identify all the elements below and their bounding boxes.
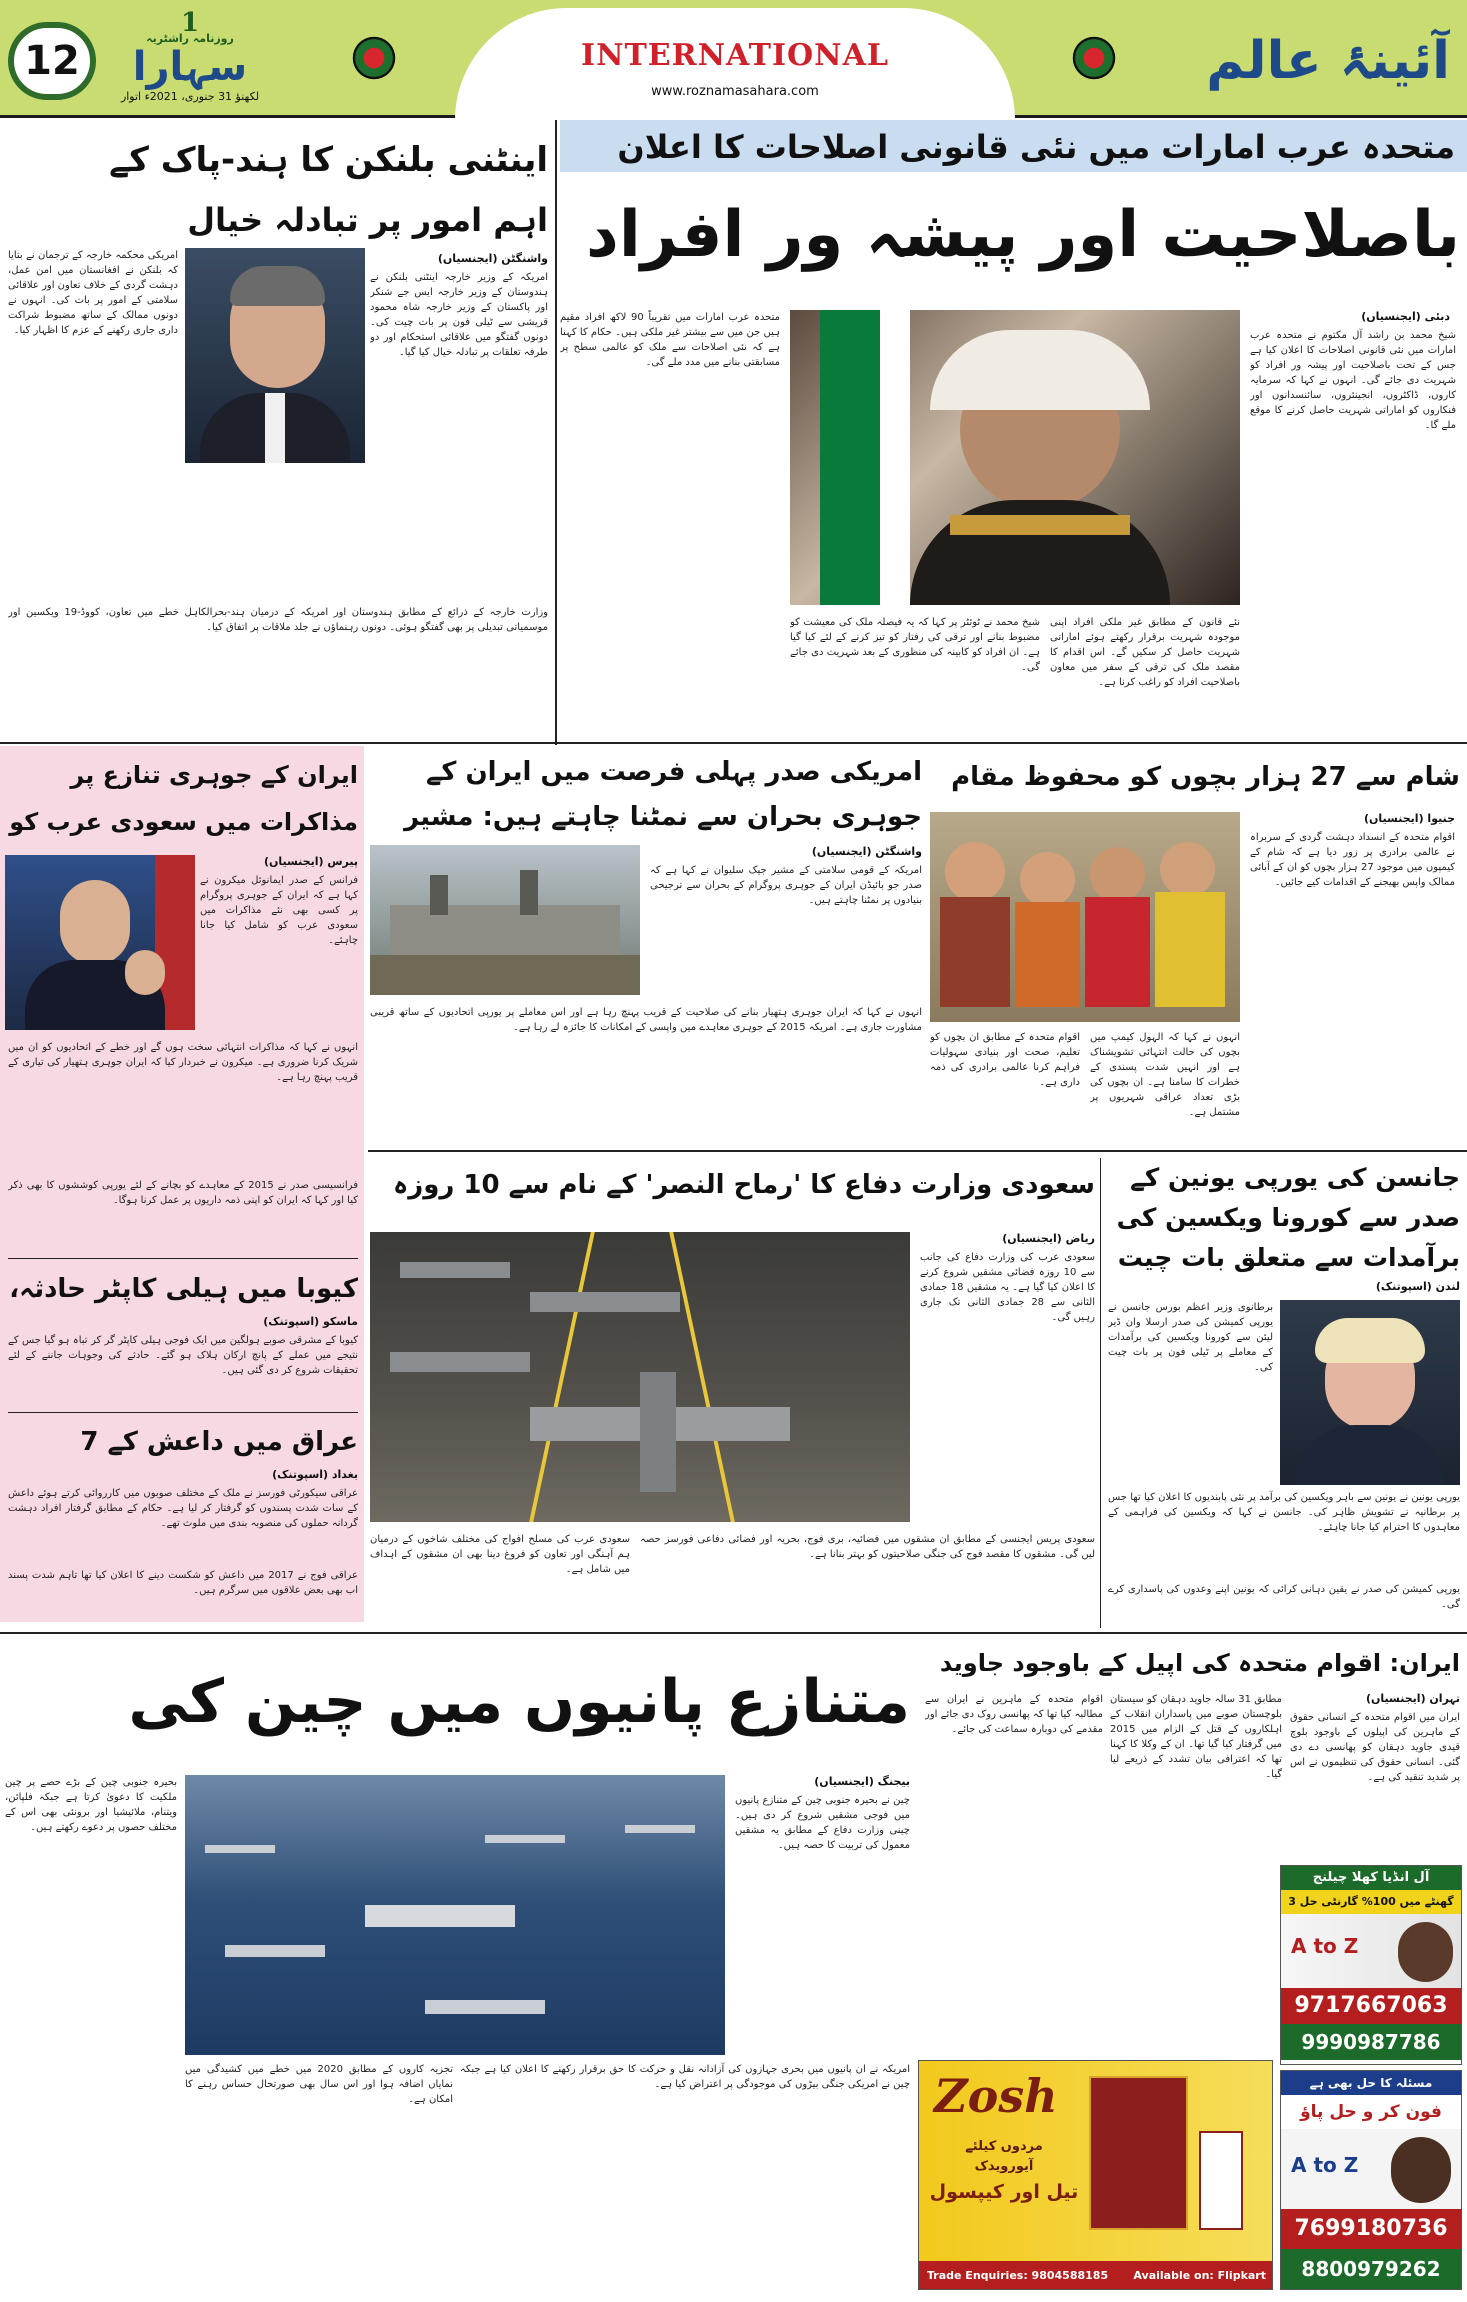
children-dateline: جنیوا (ایجنسیاں) [1364, 812, 1455, 825]
logo-tagline: روزنامہ راشٹریہ [146, 32, 234, 45]
zosh-ad[interactable] [918, 2060, 1273, 2290]
iran-us-headline: امریکی صدر پہلی فرصت میں ایران کے جوہری بحران سے نمٹنا چاہتے ہیں: مشیر [404, 757, 922, 832]
edition-date: لکھنؤ 31 جنوری، 2021ء اتوار [120, 90, 260, 103]
iran-hanging-body-col-1: ایران میں اقوام متحدہ کے انسانی حقوق کے ماہرین کی اپیلوں کے باوجود بلوچ قیدی جاوید دہقان کو پھانسی دے دی گئی۔ انسانی حقوق کی تنظیموں نے اس پر شدید تنقید کی ہے۔ [1290, 1712, 1460, 1783]
zosh-line-2: آیورویدک [974, 2159, 1034, 2174]
iran-nuclear-facility-photo [370, 845, 640, 995]
johnson-headline: جانسن کی یورپی یونین کے صدر سے کورونا ویکسین کی برآمدات سے متعلق بات چیت [1116, 1163, 1460, 1272]
uae-body-col-4: متحدہ عرب امارات میں تقریباً 90 لاکھ افراد مقیم ہیں جن میں سے بیشتر غیر ملکی ہیں۔ حکام کا کہنا ہے کہ نئی اصلاحات سے ملک کو عالمی سطح پر مسابقتی بنانے میں مدد ملے گی۔ [560, 312, 780, 368]
macron-body-col-3: فرانسیسی صدر نے 2015 کے معاہدے کو بچانے کے لئے یورپی کوششوں کا بھی ذکر کیا اور کہا کہ ایران کو اپنی ذمہ داریوں پر عمل کرنا ہوگا۔ [8, 1180, 358, 1206]
section-divider-2 [368, 1150, 1467, 1152]
iraq-headline: عراق میں داعش کے 7 [80, 1427, 358, 1457]
classified-1-title: آل انڈیا کھلا چیلنج [1281, 1866, 1461, 1890]
classified-1-line: 3 گھنٹے میں 100% گارنٹی حل [1281, 1890, 1461, 1914]
uae-body-col-3: شیخ محمد نے ٹوئٹر پر کہا کہ یہ فیصلہ ملک کی معیشت کو مضبوط بنانے اور ترقی کی رفتار کو تیز کرنے کے لئے کیا گیا ہے۔ ان افراد کو کابینہ کی منظوری کے بعد شہریت دی جائے گی۔ [790, 617, 1040, 673]
classified-2-phone-2[interactable]: 8800979262 [1281, 2249, 1461, 2289]
blinken-body-col-1: امریکہ کے وزیر خارجہ اینٹنی بلنکن نے ہندوستان کے وزیر خارجہ ایس جے شنکر اور پاکستان کے وزیر خارجہ شاہ محمود قریشی سے ٹیلی فون پر بات چیت کی۔ دونوں گفتگو میں علاقائی استحکام اور دو طرفہ تعلقات پر تبادلہ خیال کیا گیا۔ [370, 272, 548, 358]
uae-body-col-2: نئے قانون کے مطابق غیر ملکی افراد اپنی موجودہ شہریت برقرار رکھتے ہوئے اماراتی شہریت حاصل کر سکیں گے۔ اس اقدام کا مقصد ملک کی ترقی کے سفر میں معاون باصلاحیت افراد کو راغب کرنا ہے۔ [1050, 617, 1240, 688]
china-fleet-photo [185, 1775, 725, 2055]
china-body-col-3: امریکہ نے ان پانیوں میں بحری جہازوں کی آزادانہ نقل و حرکت کا حق برقرار رکھنے کا اعلان کیا ہے جبکہ چین نے امریکی جنگی بیڑوں کی موجودگی پر اعتراض کیا ہے۔ [460, 2064, 910, 2090]
uae-headline: باصلاحیت اور پیشہ ور افراد [585, 198, 1460, 272]
johnson-body-col-1: برطانوی وزیر اعظم بورس جانسن نے یورپی کمیشن کی صدر ارسلا وان ڈیر لیئن سے کورونا ویکسین کی برآمدات کے معاملے پر ٹیلی فون پر بات چیت کی۔ [1108, 1302, 1273, 1373]
johnson-photo [1280, 1300, 1460, 1485]
saudi-headline: سعودی وزارت دفاع کا 'رماح النصر' کے نام سے 10 روزہ [393, 1170, 1095, 1200]
johnson-dateline: لندن (اسپوتنک) [1375, 1280, 1460, 1293]
zosh-line-1: مردوں کیلئے [965, 2139, 1043, 2154]
classified-2-service: A to Z [1291, 2153, 1359, 2177]
classified-2-photo-icon [1391, 2137, 1451, 2203]
uae-body-col-1: شیخ محمد بن راشد آل مکتوم نے متحدہ عرب امارات میں نئی قانونی اصلاحات کا اعلان کیا ہے جس کے تحت باصلاحیت اور پیشہ ور افراد کو شہریت دی جائے گی۔ انہوں نے کہا کہ سرمایہ کاروں، ڈاکٹروں، انجینئروں، سائنسدانوں اور فنکاروں کو اماراتی شہریت حاصل کرنے کا موقع ملے گا۔ [1250, 330, 1456, 431]
blinken-dateline: واشنگٹن (ایجنسیاں) [437, 252, 548, 265]
cuba-headline: کیوبا میں ہیلی کاپٹر حادثہ، [9, 1274, 358, 1304]
paper-name: سہارا [132, 44, 248, 90]
classified-2-phone[interactable]: 7699180736 [1281, 2209, 1461, 2249]
website-url[interactable]: www.roznamasahara.com [651, 84, 819, 99]
china-body-col-4: تجزیہ کاروں کے مطابق 2020 میں خطے میں کشیدگی میں نمایاں اضافہ ہوا اور اس سال بھی صورتحال حساس رہنے کا امکان ہے۔ [185, 2064, 453, 2105]
china-body-col-1: چین نے بحیرہ جنوبی چین کے متنازع پانیوں میں فوجی مشقیں شروع کر دی ہیں۔ چینی وزارت دفاع کے مطابق یہ مشقیں معمول کی تربیت کا حصہ ہیں۔ [735, 1795, 910, 1851]
iran-hanging-headline: ایران: اقوام متحدہ کی اپیل کے باوجود جاوید [939, 1649, 1460, 1677]
right-emblem-icon [1070, 34, 1118, 82]
children-headline: شام سے 27 ہزار بچوں کو محفوظ مقام [951, 762, 1460, 792]
iran-us-body-col-1: امریکہ کے قومی سلامتی کے مشیر جیک سلیوان نے کہا ہے کہ صدر جو بائیڈن ایران کے جوہری پروگرام کے بحران سے ترجیحی بنیادوں پر نمٹنا چاہتے ہیں۔ [650, 865, 922, 906]
zosh-available-on[interactable]: Available on: Flipkart [1133, 2269, 1266, 2282]
blinken-headline-2: اہم امور پر تبادلہ خیال [187, 201, 548, 239]
children-photo [930, 812, 1240, 1022]
page-number-badge: 12 [8, 22, 96, 100]
iraq-body-col-1: عراقی سیکورٹی فورسز نے ملک کے مختلف صوبوں میں کارروائی کرتے ہوئے داعش کے سات شدت پسندوں کو گرفتار کر لیا ہے۔ حکام کے مطابق گرفتار افراد دہشت گردانہ حملوں کی منصوبہ بندی میں ملوث تھے۔ [8, 1488, 358, 1529]
children-body-col-2: انہوں نے کہا کہ الہول کیمپ میں بچوں کی حالت انتہائی تشویشناک ہے اور انہیں شدت پسندی کے خطرات کا سامنا ہے۔ ان بچوں کی بڑی تعداد عراقی شہریوں پر مشتمل ہے۔ [1090, 1032, 1240, 1118]
zosh-product-box-icon [1089, 2076, 1188, 2230]
zosh-trade-enquiries: Trade Enquiries: 9804588185 [927, 2269, 1109, 2282]
blinken-body-col-3: وزارت خارجہ کے ذرائع کے مطابق ہندوستان اور امریکہ کے درمیان ہند-بحرالکاہل خطے میں تعاون، کووڈ-19 ویکسین اور موسمیاتی تبدیلی پر بھی گفتگو ہوئی۔ دونوں رہنماؤں نے جلد ملاقات پر اتفاق کیا۔ [8, 607, 548, 633]
section-title-urdu: آئینۂ عالم [1206, 31, 1450, 91]
children-body-col-1: اقوام متحدہ کے انسداد دہشت گردی کے سربراہ نے عالمی برادری پر زور دیا ہے کہ شام کے کیمپوں میں موجود 27 ہزار بچوں کو ان کے آبائی ممالک واپس بھیجنے کے اقدامات کیے جائیں۔ [1250, 832, 1455, 888]
iran-hanging-dateline: تہران (ایجنسیاں) [1366, 1692, 1460, 1705]
classified-1-phone-2[interactable]: 9990987786 [1281, 2024, 1461, 2060]
column-divider [555, 120, 557, 745]
cuba-divider [8, 1258, 358, 1259]
classified-ad-2[interactable] [1280, 2070, 1462, 2290]
uae-kicker: متحدہ عرب امارات میں نئی قانونی اصلاحات کا اعلان [617, 128, 1455, 166]
johnson-divider [1100, 1158, 1101, 1628]
uae-photo-sheikh [790, 310, 1240, 605]
macron-body-col-2: انہوں نے کہا کہ مذاکرات انتہائی سخت ہوں گے اور خطے کے اتحادیوں کو ان میں شریک کرنا ضروری ہے۔ میکرون نے خبردار کیا کہ ایران جوہری ہتھیار کی تیاری کے قریب پہنچ رہا ہے۔ [8, 1042, 358, 1083]
blinken-body-col-2: امریکی محکمہ خارجہ کے ترجمان نے بتایا کہ بلنکن نے افغانستان میں امن عمل، دہشت گردی کے خلاف تعاون اور علاقائی سلامتی کے امور پر بات کی۔ انہوں نے دونوں ممالک کے ساتھ مضبوط شراکت داری جاری رکھنے کے عزم کا اظہار کیا۔ [8, 250, 178, 336]
left-emblem-icon [350, 34, 398, 82]
macron-photo [5, 855, 195, 1030]
classified-1-service: A to Z [1291, 1934, 1359, 1958]
classified-1-photo-icon [1398, 1922, 1453, 1982]
iran-hanging-body-col-2: مطابق 31 سالہ جاوید دہقان کو سیستان بلوچستان صوبے میں پاسداران انقلاب کے اہلکاروں کے قتل کے الزام میں 2015 میں گرفتار کیا گیا تھا۔ ان کے وکلا کا کہنا تھا کہ اعترافی بیان تشدد کے ذریعے لیا گیا۔ [1110, 1694, 1282, 1780]
saudi-body-col-1: سعودی عرب کی وزارت دفاع کی جانب سے 10 روزہ فضائی مشقیں شروع کرنے کا اعلان کیا گیا ہے۔ یہ مشقیں 18 جمادی الثانی سے 28 جمادی الثانی تک جاری رہیں گی۔ [920, 1252, 1095, 1323]
iraq-divider [8, 1412, 358, 1413]
cuba-body: کیوبا کے مشرقی صوبے ہولگین میں ایک فوجی ہیلی کاپٹر گر کر تباہ ہو گیا جس کے نتیجے میں عملے کے پانچ ارکان ہلاک ہو گئے۔ حادثے کی وجوہات جاننے کے لئے تحقیقات شروع کر دی گئی ہیں۔ [8, 1335, 358, 1376]
classified-1-phone[interactable]: 9717667063 [1281, 1988, 1461, 2024]
iran-hanging-body-col-3: اقوام متحدہ کے ماہرین نے ایران سے مطالبہ کیا تھا کہ پھانسی روک دی جائے اور مقدمے کی دوبارہ سماعت کی جائے۔ [925, 1694, 1103, 1735]
section-divider-3 [0, 1632, 1467, 1634]
zosh-bottle-icon [1199, 2131, 1243, 2230]
johnson-body-col-2: یورپی یونین نے یونین سے باہر ویکسین کی برآمد پر نئی پابندیوں کا اعلان کیا تھا جس پر برطانیہ نے تشویش ظاہر کی۔ جانسن نے کہا کہ ویکسین کی فراہمی کے معاہدوں کا احترام کیا جانا چاہئے۔ [1108, 1492, 1460, 1533]
iraq-dateline: بغداد (اسپوتنک) [272, 1468, 358, 1481]
uae-dateline: دبئی (ایجنسیاں) [1361, 310, 1450, 323]
logo-number: 1 [180, 8, 200, 38]
saudi-dateline: ریاض (ایجنسیاں) [1002, 1232, 1095, 1245]
macron-body-col-1: فرانس کے صدر ایمانوئل میکرون نے کہا ہے کہ ایران کے جوہری پروگرام پر کسی بھی نئے مذاکرات میں سعودی عرب کو شامل کیا جانا چاہئے۔ [200, 875, 358, 946]
iran-us-dateline: واشنگٹن (ایجنسیاں) [811, 845, 922, 858]
china-headline: متنازع پانیوں میں چین کی [128, 1667, 910, 1737]
iraq-body-col-2: عراقی فوج نے 2017 میں داعش کو شکست دینے کا اعلان کیا تھا تاہم شدت پسند اب بھی بعض علاقوں میں سرگرم ہیں۔ [8, 1570, 358, 1596]
classified-2-subtitle: فون کر و حل پاؤ [1300, 2102, 1442, 2122]
zosh-footer [919, 2261, 1273, 2290]
macron-dateline: پیرس (ایجنسیاں) [263, 855, 358, 868]
zosh-brand: Zosh [934, 2069, 1058, 2123]
paper-logo [105, 8, 275, 108]
section-divider [0, 742, 1467, 744]
blinken-headline-1: اینٹنی بلنکن کا ہند-پاک کے [109, 140, 548, 180]
saudi-body-col-2: سعودی پریس ایجنسی کے مطابق ان مشقوں میں فضائیہ، بری فوج، بحریہ اور فضائی دفاعی فورسز حصہ لیں گی۔ مشقوں کا مقصد فوج کی جنگی صلاحیتوں کو بہتر بنانا ہے۔ [640, 1534, 1095, 1560]
saudi-jets-photo [370, 1232, 910, 1522]
classified-ad-1[interactable] [1280, 1865, 1462, 2065]
zosh-line-3: تیل اور کیپسول [929, 2181, 1079, 2203]
classified-2-title: مسئلہ کا حل بھی ہے [1281, 2071, 1461, 2095]
macron-headline: ایران کے جوہری تنازع پر مذاکرات میں سعودی عرب کو [9, 761, 358, 836]
johnson-body-col-3: یورپی کمیشن کی صدر نے یقین دہانی کرائی کہ یونین اپنے وعدوں کی پاسداری کرے گی۔ [1108, 1584, 1460, 1610]
children-body-col-3: اقوام متحدہ کے مطابق ان بچوں کو تعلیم، صحت اور بنیادی سہولیات فراہم کرنا عالمی برادری کی ذمہ داری ہے۔ [930, 1032, 1080, 1088]
blinken-photo [185, 248, 365, 463]
section-title: INTERNATIONAL [581, 38, 889, 73]
saudi-body-col-3: سعودی عرب کی مسلح افواج کی مختلف شاخوں کے درمیان ہم آہنگی اور تعاون کو فروغ دینا بھی ان مشقوں کے اہداف میں شامل ہے۔ [370, 1534, 630, 1575]
cuba-dateline: ماسکو (اسپوتنک) [263, 1315, 358, 1328]
iran-us-body-col-2: انہوں نے کہا کہ ایران جوہری ہتھیار بنانے کی صلاحیت کے قریب پہنچ رہا ہے اور اس معاملے پر یورپی اتحادیوں کے ساتھ قریبی مشاورت جاری ہے۔ امریکہ 2015 کے جوہری معاہدے میں واپسی کے امکانات کا جائزہ لے رہا ہے۔ [370, 1007, 922, 1033]
china-body-col-2: بحیرہ جنوبی چین کے بڑے حصے پر چین ملکیت کا دعویٰ کرتا ہے جبکہ فلپائن، ویتنام، ملائیشیا اور برونئی بھی اس کے مختلف حصوں پر دعوے رکھتے ہیں۔ [5, 1777, 177, 1833]
china-dateline: بیجنگ (ایجنسیاں) [814, 1775, 910, 1788]
